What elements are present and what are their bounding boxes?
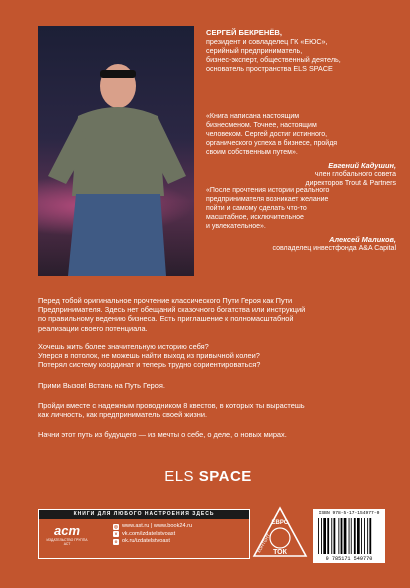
quote-author-role: член глобального совета [314,171,396,178]
paragraph-line: Перед тобой оригинальное прочтение классического Пути Героя как Пути [38,296,293,305]
description-paragraph-4 [38,401,378,419]
quote-line: и увлекательное». [206,223,266,230]
paragraph-line: Потерял систему координат и теперь трудно сориентироваться? [38,360,261,370]
barcode-stripe [369,518,371,554]
isbn-text: ISBN 978-5-17-154977-0 [318,511,380,516]
els-space-logo [148,468,268,485]
publisher-links [113,523,243,546]
ast-logo [45,523,89,557]
description-paragraph-3 [38,381,378,390]
publisher-block [38,509,250,559]
badge-bottom-text: ТОК [273,549,287,556]
paragraph-line: Уперся в потолок, не можешь найти выход из привычной колеи? [38,351,260,361]
publisher-slogan: КНИГИ ДЛЯ ЛЮБОГО НАСТРОЕНИЯ ЗДЕСЬ [39,510,249,519]
quote-line: «После прочтения истории реального [206,187,330,194]
paragraph-line: Начни этот путь из будущего — из мечты о себе, о деле, о новых мирах. [38,430,287,439]
barcode-stripe [341,518,343,554]
barcode [318,518,380,554]
paragraph-line: Хочешь жить более значительную историю себя? [38,342,209,351]
barcode-stripe [357,518,360,554]
barcode-stripe [318,518,319,554]
paragraph-line: реализации своего потенциала. [38,323,148,333]
paragraph-line: Предпринимателя. Здесь нет обещаний сказочного богатства или инструкций [38,305,306,315]
quote-line: органического успеха в бизнесе, пройдя [206,140,338,147]
author-photo [38,26,194,276]
author-bio-line: бизнес-эксперт, общественный деятель, [206,55,341,64]
author-figure [38,26,194,276]
ok-icon: o [114,538,118,544]
barcode-stripe [354,518,356,554]
vk-link-row [113,531,243,539]
globe-icon: ◎ [114,523,118,529]
barcode-block [313,509,385,563]
barcode-number: 9 785171 549770 [325,556,373,562]
quote-line: своим собственным путем». [206,149,298,156]
barcode-stripe [338,518,339,554]
quote-author-role: совладелец инвестфонда A&A Capital [272,245,396,252]
eurotok-content-badge [252,506,308,562]
author-bio-line: серийный предприниматель, [206,46,303,55]
barcode-stripe [323,518,326,554]
website-link-row [113,523,243,531]
paragraph-line: как личность, как предприниматель своей жизни. [38,410,208,420]
quote-line: бизнесменом. Точнее, настоящим [206,122,317,129]
testimonial-1 [206,112,396,188]
quote-line: пойти и самому сделать что-то [206,205,307,212]
barcode-stripe [334,518,336,554]
barcode-stripe [351,518,352,554]
badge-left-text: КОНТЕНТ [256,532,272,554]
vk-icon: v [114,531,118,537]
ast-caption: ИЗДАТЕЛЬСТВО ГРУППА АСТ [46,538,88,546]
author-bio-line: президент и совладелец ГК «ЕЮС», [206,37,328,46]
vk-link[interactable]: vk.com/izdatelstvoast [122,530,176,537]
barcode-stripe [344,518,347,554]
barcode-stripe [321,518,322,554]
ok-link[interactable]: ok.ru/izdatelstvoast [122,538,170,545]
description-paragraph-2 [38,342,378,370]
logo-part-1: ELS [164,468,199,485]
ok-link-row [113,538,243,546]
testimonial-2 [206,186,396,253]
badge-top-text: ЕВРО [271,520,289,526]
barcode-stripe [367,518,368,554]
logo-part-2: SPACE [198,468,252,485]
paragraph-line: Прими Вызов! Встань на Путь Героя. [38,381,165,390]
barcode-stripe [331,518,332,554]
barcode-stripe [327,518,329,554]
quote-author: Алексей Маликов, [329,235,396,244]
barcode-stripe [361,518,362,554]
quote-author: Евгений Кадушин, [328,161,396,170]
author-name: СЕРГЕЙ БЕКРЕНЁВ, [206,28,282,37]
description-paragraph-5 [38,430,378,439]
quote-line: масштабное, исключительное [206,214,304,221]
quote-author-role: директоров Trout & Partners [305,180,396,187]
ast-brand: аст [53,523,81,538]
quote-line: человеком. Сергей достиг истинного, [206,131,328,138]
paragraph-line: по правильному ведению бизнеса. Есть приглашение к полномасштабной [38,314,294,324]
paragraph-line: Пройди вместе с надежным проводником 8 квестов, в которых ты вырастешь [38,401,305,410]
author-bio [206,28,396,73]
barcode-stripe [364,518,365,554]
barcode-stripe [349,518,350,554]
quote-line: предпринимателя возникает желание [206,196,329,203]
website-link[interactable]: www.ast.ru | www.book24.ru [122,523,193,529]
author-bio-line: основатель пространства ELS SPACE [206,64,333,73]
quote-line: «Книга написана настоящим [206,113,300,120]
description-paragraph-1 [38,296,378,333]
